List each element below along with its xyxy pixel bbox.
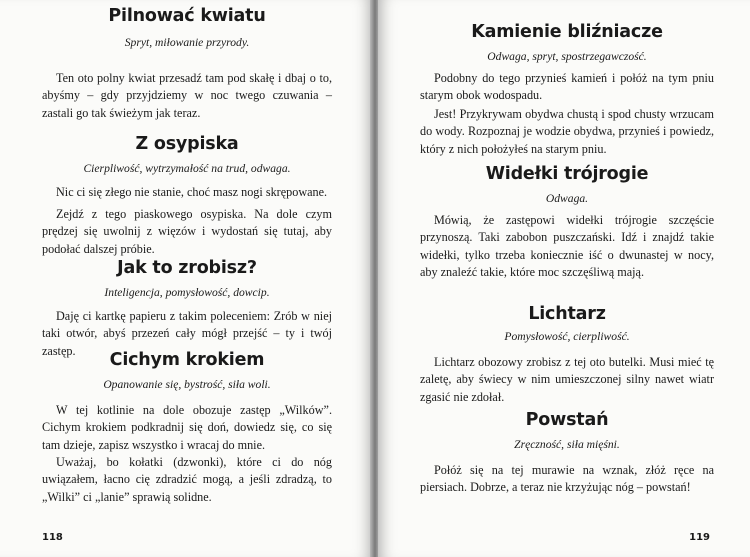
section-subtitle: Zręczność, siła mięśni. <box>514 438 620 451</box>
section-subtitle: Cierpliwość, wytrzymałość na trud, odwaga. <box>83 162 291 175</box>
paragraph: Podobny do tego przynieś kamień i połóż na tym pniu starym obok wodospadu. <box>420 71 714 103</box>
section-subtitle: Pomysłowość, cierpliwość. <box>504 330 630 343</box>
section-title: Z osypiska <box>135 134 239 154</box>
section-title: Powstań <box>525 410 609 430</box>
left-page <box>0 0 372 557</box>
section-title: Kamienie bliźniacze <box>471 22 663 42</box>
section-title: Jak to zrobisz? <box>117 258 257 278</box>
paragraph: Zejdź z tego piaskowego osypiska. Na dole czym prędzej się uwolnij z więzów i wydostań się tutaj, aby podołać dalszej próbie. <box>42 207 332 256</box>
paragraph: Daję ci kartkę papieru z takim poleceniem: Zrób w niej taki otwór, abyś przezeń cały mógł przejść – ty i twój zastęp. <box>42 309 332 358</box>
page-number: 119 <box>689 532 710 543</box>
paragraph: Połóż się na tej murawie na wznak, złóż ręce na piersiach. Dobrze, a teraz nie krzyżując nóg – powstań! <box>420 463 714 495</box>
section-subtitle: Odwaga. <box>545 192 589 205</box>
paragraph: Ten oto polny kwiat przesadź tam pod skałę i dbaj o to, abyśmy – gdy przyjdziemy w noc twego czuwania – zastali go tak świeżym jak teraz. <box>42 71 332 120</box>
section-title: Lichtarz <box>528 304 606 324</box>
paragraph: W tej kotlinie na dole obozuje zastęp „Wilków”. Cichym krokiem podkradnij się doń, dowiedz się, co się tam dzieje, zapisz wszystko i wracaj do mnie. <box>42 403 332 452</box>
right-page <box>378 0 750 557</box>
section-subtitle: Inteligencja, pomysłowość, dowcip. <box>104 286 270 299</box>
paragraph: Jest! Przykrywam obydwa chustą i spod chusty wrzucam do wody. Rozpoznaj je wodzie obydwa, przynieś i powiedz, który z nich położyłeś na starym pniu. <box>420 107 714 156</box>
section-title: Cichym krokiem <box>109 350 265 370</box>
section-title: Pilnować kwiatu <box>108 6 266 26</box>
paragraph: Nic ci się złego nie stanie, choć masz nogi skrępowane. <box>56 185 328 199</box>
section-subtitle: Spryt, miłowanie przyrody. <box>124 36 250 49</box>
paragraph: Mówią, że zastępowi widełki trójrogie szczęście przynoszą. Taki zabobon puszczański. Idź i znajdź takie widełki, tylko trzeba koniecznie iść o dwunastej w nocy, aby znaleźć takie, które moc szczęśliwą mają. <box>420 213 714 280</box>
paragraph: Uważaj, bo kołatki (dzwonki), które ci do nóg uwiązałem, łacno cię zdradzić mogą, a jeśli zdradzą, to „Wilki” ci „lanie” sprawią solidne. <box>42 455 332 504</box>
section-subtitle: Opanowanie się, bystrość, siła woli. <box>103 378 271 391</box>
section-title: Widełki trójrogie <box>485 164 649 184</box>
page-number: 118 <box>42 532 63 543</box>
section-subtitle: Odwaga, spryt, spostrzegawczość. <box>487 50 647 63</box>
paragraph: Lichtarz obozowy zrobisz z tej oto butelki. Musi mieć tę zaletę, aby świecy w nim umieszczonej silny nawet wiatr zgasić nie zdołał. <box>420 355 714 404</box>
